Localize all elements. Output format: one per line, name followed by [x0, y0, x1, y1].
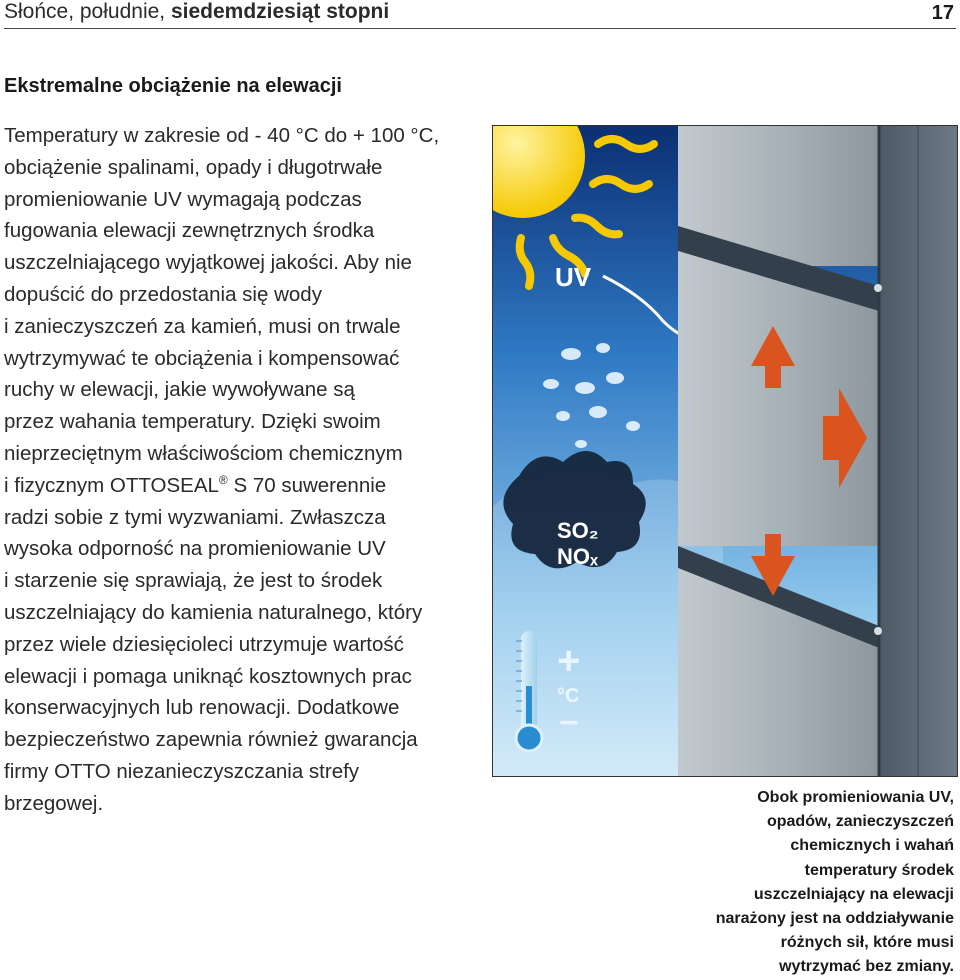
body-line: obciążenie spalinami, opady i długotrwałe	[4, 155, 383, 179]
facade-illustration	[492, 125, 958, 777]
body-line: bezpieczeństwo zapewnia również gwarancja	[4, 728, 418, 752]
celsius-label: °C	[557, 685, 580, 707]
brand-after: S 70 suwerennie	[227, 473, 387, 497]
running-title-bold: siedemdziesiąt stopni	[170, 0, 390, 23]
brand-before: i fizycznym OTTOSEAL	[4, 473, 219, 497]
so2-label: SO₂	[557, 518, 599, 543]
section-heading: Ekstremalne obciążenie na elewacji	[4, 75, 342, 97]
caption-line: różnych sił, które musi	[780, 934, 954, 952]
body-line: uszczelniający do kamienia naturalnego, który	[4, 600, 423, 624]
caption-line: Obok promieniowania UV,	[757, 789, 954, 806]
body-line: firmy OTTO niezanieczyszczania strefy	[4, 759, 360, 783]
caption-line: narażony jest na oddziaływanie	[715, 910, 954, 928]
body-line-brand	[4, 470, 484, 502]
running-title	[4, 0, 389, 24]
body-line: uszczelniającego wyjątkowej jakości. Aby nie	[4, 251, 412, 275]
body-line: fugowania elewacji zewnętrznych środka	[4, 219, 375, 243]
body-line: Temperatury w zakresie od - 40 °C do + 100 °C,	[4, 124, 440, 147]
page-number: 17	[931, 2, 954, 24]
body-line: ruchy w elewacji, jakie wywoływane są	[4, 378, 355, 402]
page-header	[4, 0, 956, 29]
body-line: nieprzeciętnym właściwościom chemicznym	[4, 441, 403, 465]
caption-line: opadów, zanieczyszczeń	[766, 813, 954, 831]
body-line: przez wahania temperatury. Dzięki swoim	[4, 410, 381, 434]
body-line: konserwacyjnych lub renowacji. Dodatkowe	[4, 696, 400, 720]
plus-label: +	[557, 639, 581, 683]
registered-mark: ®	[218, 472, 228, 487]
body-line: radzi sobie z tymi wyzwaniami. Zwłaszcza	[4, 505, 386, 529]
running-title-regular: Słońce, południe,	[4, 0, 171, 23]
body-line: i zanieczyszczeń za kamień, musi on trwale	[4, 314, 401, 338]
nox-label: NOₓ	[557, 544, 599, 569]
caption-line: temperatury środek	[804, 861, 954, 879]
minus-label: −	[559, 704, 579, 742]
figure-caption	[654, 786, 954, 980]
body-line: promieniowanie UV wymagają podczas	[4, 187, 362, 211]
stone-facade	[678, 126, 957, 776]
body-line: elewacji i pomaga uniknąć kosztownych prac	[4, 664, 412, 688]
body-line: brzegowej.	[4, 791, 104, 815]
caption-line: wytrzymać bez zmiany.	[779, 958, 954, 976]
body-text	[4, 120, 484, 820]
body-line: wytrzymywać te obciążenia i kompensować	[4, 346, 400, 370]
body-line: przez wiele dziesięcioleci utrzymuje wartość	[4, 632, 404, 656]
body-line: dopuścić do przedostania się wody	[4, 282, 322, 306]
caption-line: uszczelniający na elewacji	[753, 885, 954, 903]
uv-label: UV	[555, 262, 592, 292]
caption-line: chemicznych i wahań	[790, 837, 954, 855]
body-line: wysoka odporność na promieniowanie UV	[4, 537, 386, 561]
body-line: i starzenie się sprawiają, że jest to środek	[4, 569, 383, 593]
